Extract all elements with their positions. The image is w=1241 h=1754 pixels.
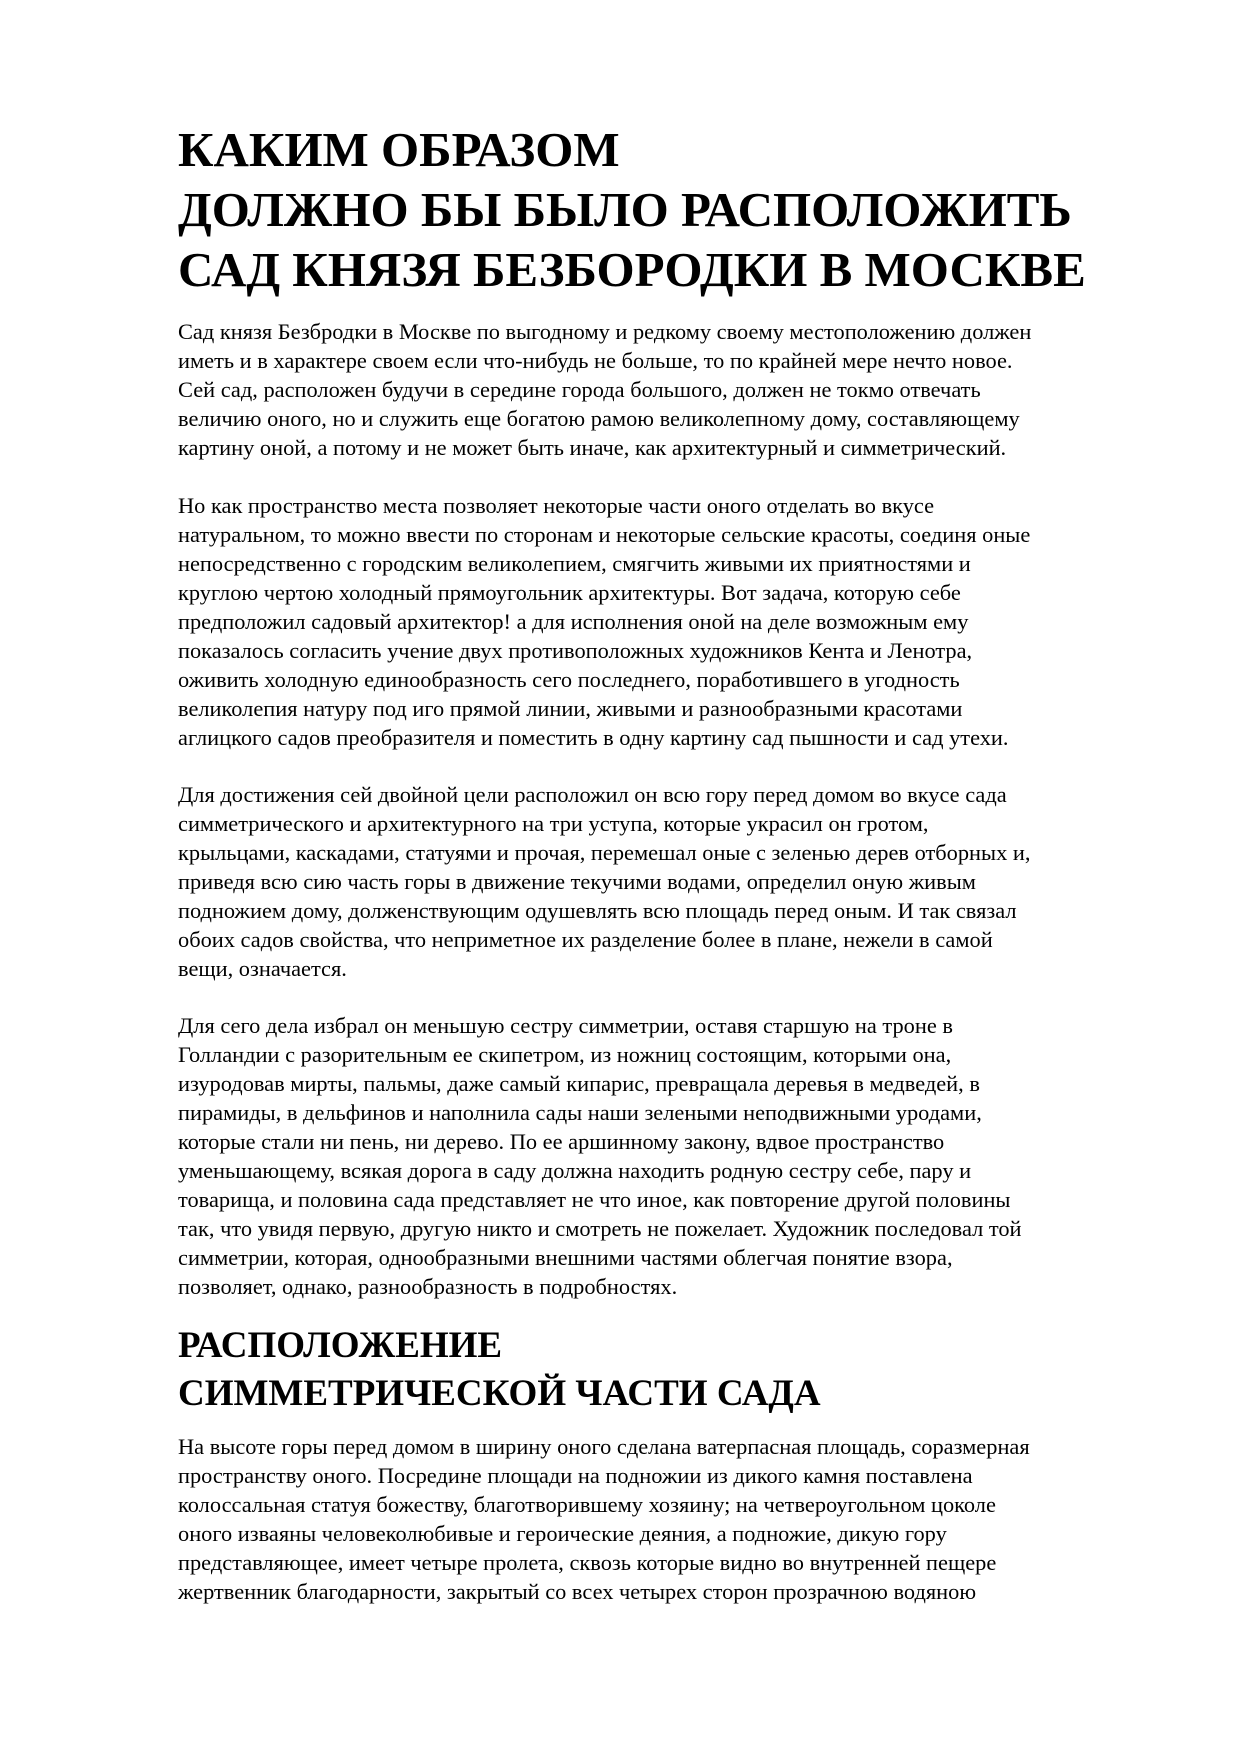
text-line: позволяет, однако, разнообразность в подробностях. xyxy=(178,1274,678,1299)
section-paragraph xyxy=(178,1432,1198,1606)
text-line: величию оного, но и служить еще богатою рамою великолепному дому, составляющему xyxy=(178,406,1020,431)
text-line: Сад князя Безбродки в Москве по выгодному и редкому своему местоположению должен xyxy=(178,319,1032,344)
text-line: так, что увидя первую, другую никто и смотреть не пожелает. Художник последовал той xyxy=(178,1216,1022,1241)
text-line: оживить холодную единообразность сего последнего, поработившего в угодность xyxy=(178,667,960,692)
text-line: Для достижения сей двойной цели расположил он всю гору перед домом во вкусе сада xyxy=(178,782,1007,807)
text-line: которые стали ни пень, ни дерево. По ее аршинному закону, вдвое пространство xyxy=(178,1129,945,1154)
text-line: аглицкого садов преобразителя и поместить в одну картину сад пышности и сад утехи. xyxy=(178,725,1009,750)
paragraph-1 xyxy=(178,317,1198,462)
text-line: вещи, означается. xyxy=(178,956,347,981)
text-line: Голландии с разорительным ее скипетром, из ножниц состоящим, которыми она, xyxy=(178,1042,952,1067)
text-line: Сей сад, расположен будучи в середине города большого, должен не токмо отвечать xyxy=(178,377,981,402)
title-line: ДОЛЖНО БЫ БЫЛО РАСПОЛОЖИТЬ xyxy=(178,182,1072,237)
paragraph-3 xyxy=(178,780,1198,983)
text-line: оного изваяны человеколюбивые и героические деяния, а подножие, дикую гору xyxy=(178,1521,947,1546)
page-title xyxy=(178,120,1178,300)
text-line: обоих садов свойства, что неприметное их разделение более в плане, нежели в самой xyxy=(178,927,993,952)
section-title-line: СИММЕТРИЧЕСКОЙ ЧАСТИ САДА xyxy=(178,1373,821,1414)
text-line: товарища, и половина сада представляет не что иное, как повторение другой половины xyxy=(178,1187,1011,1212)
text-line: жертвенник благодарности, закрытый со всех четырех сторон прозрачною водяною xyxy=(178,1579,977,1604)
text-line: представляющее, имеет четыре пролета, сквозь которые видно во внутренней пещере xyxy=(178,1550,997,1575)
text-line: приведя всю сию часть горы в движение текучими водами, определил оную живым xyxy=(178,869,976,894)
title-line: КАКИМ ОБРАЗОМ xyxy=(178,122,620,177)
text-line: непосредственно с городским великолепием, смягчить живыми их приятностями и xyxy=(178,551,971,576)
text-line: пространству оного. Посредине площади на подножии из дикого камня поставлена xyxy=(178,1463,973,1488)
text-line: симметрического и архитектурного на три уступа, которые украсил он гротом, xyxy=(178,811,929,836)
text-line: пирамиды, в дельфинов и наполнила сады наши зелеными неподвижными уродами, xyxy=(178,1100,982,1125)
text-line: Но как пространство места позволяет некоторые части оного отделать во вкусе xyxy=(178,493,935,518)
text-line: уменьшающему, всякая дорога в саду должна находить родную сестру себе, пару и xyxy=(178,1158,972,1183)
text-line: иметь и в характере своем если что-нибудь не больше, то по крайней мере нечто новое. xyxy=(178,348,1013,373)
text-line: картину оной, а потому и не может быть иначе, как архитектурный и симметрический. xyxy=(178,435,1007,460)
text-line: На высоте горы перед домом в ширину оного сделана ватерпасная площадь, соразмерная xyxy=(178,1434,1030,1459)
text-line: подножием дому, долженствующим одушевлять всю площадь перед оным. И так связал xyxy=(178,898,1017,923)
text-line: показалось согласить учение двух противоположных художников Кента и Ленотра, xyxy=(178,638,973,663)
section-title-line: РАСПОЛОЖЕНИЕ xyxy=(178,1325,503,1366)
text-line: колоссальная статуя божеству, благотворившему хозяину; на четвероугольном цоколе xyxy=(178,1492,996,1517)
paragraph-2 xyxy=(178,491,1198,752)
text-line: натуральном, то можно ввести по сторонам и некоторые сельские красоты, соединя оные xyxy=(178,522,1031,547)
section-title xyxy=(178,1322,1178,1418)
text-line: изуродовав мирты, пальмы, даже самый кипарис, превращала деревья в медведей, в xyxy=(178,1071,980,1096)
text-line: великолепия натуру под иго прямой линии, живыми и разнообразными красотами xyxy=(178,696,963,721)
text-line: симметрии, которая, однообразными внешними частями облегчая понятие взора, xyxy=(178,1245,953,1270)
paragraph-4 xyxy=(178,1011,1198,1301)
title-line: САД КНЯЗЯ БЕЗБОРОДКИ В МОСКВЕ xyxy=(178,242,1086,297)
text-line: крыльцами, каскадами, статуями и прочая, перемешал оные с зеленью дерев отборных и, xyxy=(178,840,1031,865)
text-line: Для сего дела избрал он меньшую сестру симметрии, оставя старшую на троне в xyxy=(178,1013,953,1038)
text-line: круглою чертою холодный прямоугольник архитектуры. Вот задача, которую себе xyxy=(178,580,961,605)
text-line: предположил садовый архитектор! а для исполнения оной на деле возможным ему xyxy=(178,609,969,634)
